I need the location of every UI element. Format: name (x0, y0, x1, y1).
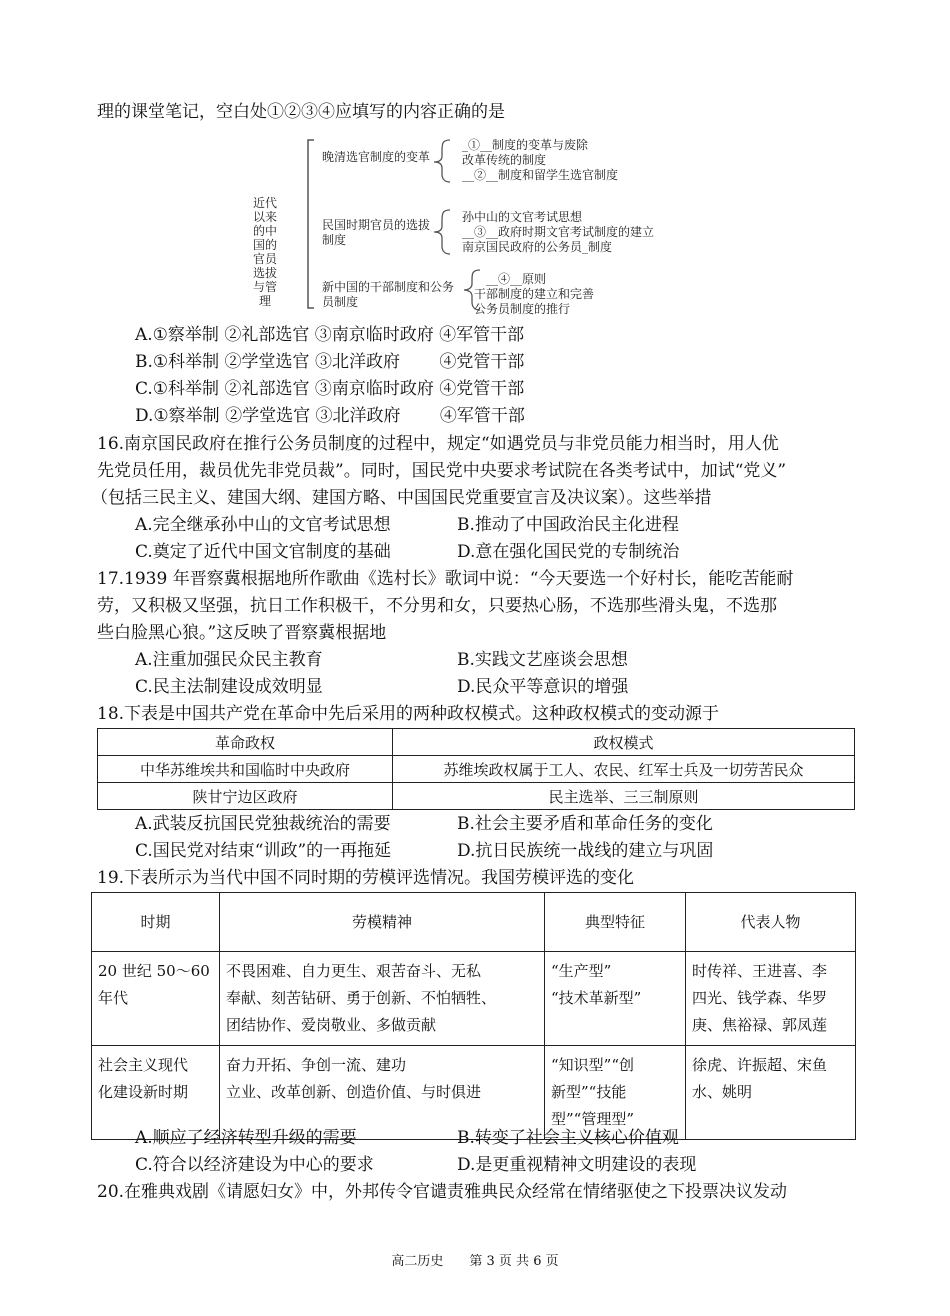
q16-stem-line: （包括三民主义、建国大纲、建国方略、中国国民党重要宣言及决议案）。这些举措 (91, 488, 712, 508)
page-footer: 高二历史 第 3 页 共 6 页 (391, 1254, 559, 1269)
q15-option-d[interactable]: D.①察举制 ②学堂选官 ③北洋政府 ④军管干部 (135, 406, 525, 426)
q17-stem-line: 些白脸黑心狼。”这反映了晋察冀根据地 (97, 623, 387, 643)
q15-option-b[interactable]: B.①科举制 ②学堂选官 ③北洋政府 ④党管干部 (135, 352, 525, 372)
table-cell: 民主选举、三三制原则 (393, 783, 855, 810)
branch-item: 孙中山的文官考试思想 (462, 210, 583, 224)
cell-line: 奉献、刻苦钻研、勇于创新、不怕牺牲、 (226, 989, 497, 1007)
cell-line: “技术革新型” (551, 989, 642, 1007)
q17-option-d[interactable]: D.民众平等意识的增强 (457, 677, 629, 697)
table-header-row (98, 729, 855, 756)
table-header-cell: 代表人物 (686, 893, 856, 952)
q17-option-b[interactable]: B.实践文艺座谈会思想 (457, 650, 628, 670)
cell-line: 徐虎、许振超、宋鱼 (692, 1056, 828, 1074)
table-cell: 苏维埃政权属于工人、农民、红军士兵及一切劳苦民众 (393, 756, 855, 783)
q18-stem: 18.下表是中国共产党在革命中先后采用的两种政权模式。这种政权模式的变动源于 (97, 704, 720, 724)
cell-line: 四光、钱学森、华罗 (692, 989, 828, 1007)
q18-option-d[interactable]: D.抗日民族统一战线的建立与巩固 (457, 841, 714, 861)
cell-line: 型”“管理型” (551, 1110, 635, 1128)
branch-item: 公务员制度的推行 (474, 302, 571, 316)
feature-cell (545, 952, 686, 1046)
table-header-cell: 劳模精神 (220, 893, 545, 952)
q20-stem: 20.在雅典戏剧《请愿妇女》中，外邦传令官谴责雅典民众经常在情绪驱使之下投票决议发动 (97, 1182, 788, 1202)
branch-item: 南京国民政府的公务员_制度 (462, 240, 613, 254)
people-cell (686, 952, 856, 1046)
table-cell: 中华苏维埃共和国临时中央政府 (98, 756, 393, 783)
q17-option-a[interactable]: A.注重加强民众民主教育 (135, 650, 323, 670)
q17-option-c[interactable]: C.民主法制建设成效明显 (135, 677, 323, 697)
q17-stem-line: 劳，又积极又坚强，抗日工作积极干，不分男和女，只要热心肠，不选那些滑头鬼，不选那 (97, 596, 777, 616)
cell-line: 不畏困难、自力更生、艰苦奋斗、无私 (226, 962, 482, 980)
table-row (98, 783, 855, 810)
diagram-root-label: 近代以来的中国的官员选拔与管理 (252, 196, 277, 308)
cell-line: 新型”“技能 (551, 1083, 627, 1101)
q19-table (91, 892, 856, 1140)
q16-stem-line: 16.南京国民政府在推行公务员制度的过程中，规定“如遇党员与非党员能力相当时，用人优 (97, 434, 779, 454)
cell-line: 时传祥、王进喜、李 (692, 962, 828, 980)
branch-item: 改革传统的制度 (462, 153, 547, 167)
q19-stem: 19.下表所示为当代中国不同时期的劳模评选情况。我国劳模评选的变化 (97, 868, 635, 888)
q17-stem-line: 17.1939 年晋察冀根据地所作歌曲《选村长》歌词中说：“今天要选一个好村长，能吃苦能耐 (97, 569, 794, 589)
q16-option-b[interactable]: B.推动了中国政治民主化进程 (457, 515, 679, 535)
branch-label-minguo: 民国时期官员的选拔制度 (322, 218, 431, 247)
cell-line: 20 世纪 50～60 (98, 962, 210, 980)
q19-option-b[interactable]: B.转变了社会主义核心价值观 (457, 1128, 679, 1148)
branch-item: _①__制度的变革与废除 (462, 138, 589, 152)
period-cell (92, 952, 220, 1046)
branch-item: 干部制度的建立和完善 (474, 287, 595, 301)
cell-line: 奋力开拓、争创一流、建功 (226, 1056, 407, 1074)
cell-line: “生产型” (551, 962, 612, 980)
spirit-cell (220, 952, 545, 1046)
cell-line: 水、姚明 (692, 1083, 753, 1101)
concept-diagram (250, 134, 700, 316)
table-header-row (92, 893, 856, 952)
branch-item: __②__制度和留学生选官制度 (462, 168, 619, 182)
cell-line: 社会主义现代 (98, 1056, 189, 1074)
cell-line: “知识型”“创 (551, 1056, 635, 1074)
branch-label-qing: 晚清选官制度的变革 (322, 150, 431, 164)
branch-item: __④__原则 (486, 272, 547, 286)
q16-option-a[interactable]: A.完全继承孙中山的文官考试思想 (135, 515, 391, 535)
q18-option-c[interactable]: C.国民党对结束“训政”的一再拖延 (135, 841, 392, 861)
branch-item: __③__政府时期文官考试制度的建立 (462, 225, 655, 239)
branch-label-prc: 新中国的干部制度和公务员制度 (322, 280, 455, 309)
q15-stem-tail: 理的课堂笔记，空白处①②③④应填写的内容正确的是 (97, 102, 505, 122)
table-header-cell: 时期 (92, 893, 220, 952)
q15-option-a[interactable]: A.①察举制 ②礼部选官 ③南京临时政府 ④军管干部 (135, 325, 525, 345)
people-cell (686, 1046, 856, 1140)
q19-option-a[interactable]: A.顺应了经济转型升级的需要 (135, 1128, 357, 1148)
q19-option-d[interactable]: D.是更重视精神文明建设的表现 (457, 1155, 697, 1175)
q16-option-d[interactable]: D.意在强化国民党的专制统治 (457, 542, 680, 562)
q15-option-c[interactable]: C.①科举制 ②礼部选官 ③南京临时政府 ④党管干部 (135, 379, 525, 399)
cell-line: 团结协作、爱岗敬业、多做贡献 (226, 1016, 437, 1034)
cell-line: 年代 (98, 989, 129, 1007)
table-cell: 陕甘宁边区政府 (98, 783, 393, 810)
q18-table (97, 728, 855, 810)
cell-line: 庚、焦裕禄、郭凤莲 (692, 1016, 828, 1034)
table-row (92, 952, 856, 1046)
table-header-cell: 政权模式 (393, 729, 855, 756)
table-row (98, 756, 855, 783)
table-header-cell: 革命政权 (98, 729, 393, 756)
cell-line: 化建设新时期 (98, 1083, 189, 1101)
table-header-cell: 典型特征 (545, 893, 686, 952)
q16-option-c[interactable]: C.奠定了近代中国文官制度的基础 (135, 542, 391, 562)
q16-stem-line: 先党员任用，裁员优先非党员裁”。同时，国民党中央要求考试院在各类考试中，加试“党义” (97, 461, 787, 481)
q18-option-b[interactable]: B.社会主要矛盾和革命任务的变化 (457, 814, 713, 834)
q19-option-c[interactable]: C.符合以经济建设为中心的要求 (135, 1155, 374, 1175)
q18-option-a[interactable]: A.武装反抗国民党独裁统治的需要 (135, 814, 391, 834)
cell-line: 立业、改革创新、创造价值、与时俱进 (226, 1083, 482, 1101)
